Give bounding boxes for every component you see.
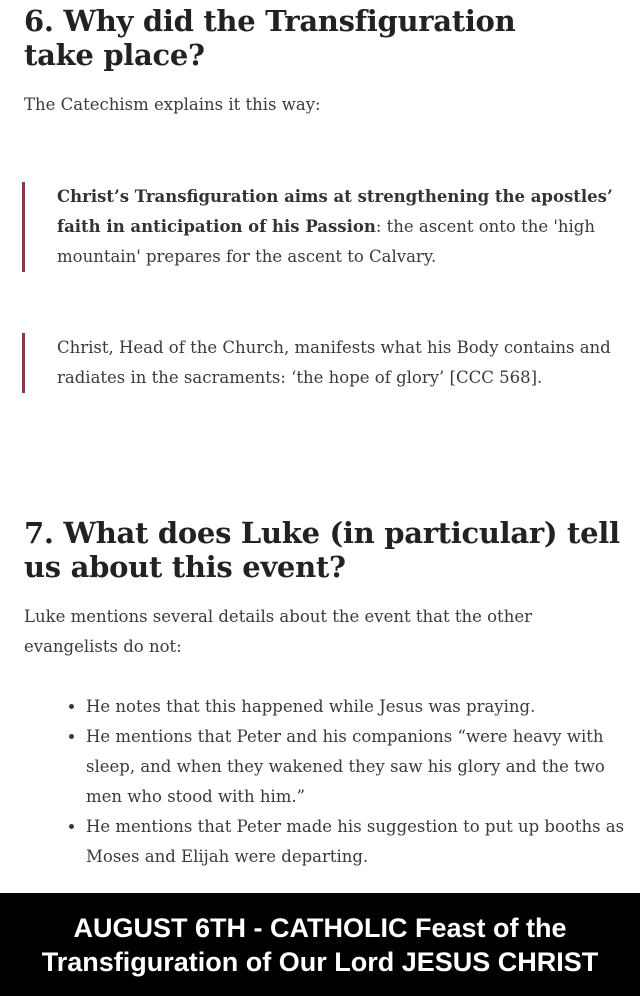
banner-line-1: AUGUST 6TH - CATHOLIC Feast of the [73, 912, 567, 943]
list-item: • He notes that this happened while Jesus was praying. [86, 692, 626, 722]
banner-line-2: Transfiguration of Our Lord JESUS CHRIST [41, 946, 599, 977]
section-6-heading: 6. Why did the Transfiguration take place? [24, 4, 516, 72]
section-7-intro: Luke mentions several details about the event that the other evangelists do not: [24, 607, 532, 656]
catechism-quote-2: Christ, Head of the Church, manifests what his Body contains and radiates in the sacraments: ‘the hope of glory’ [CCC 568]. [22, 333, 617, 393]
quote-1-bold: Christ’s Transfiguration aims at strengthening the apostles’ faith in anticipation of his Passion [57, 187, 613, 236]
luke-details-list [60, 692, 626, 872]
caption-banner [0, 893, 640, 996]
section-6-intro: The Catechism explains it this way: [24, 95, 321, 114]
list-item: • He mentions that Peter and his companions “were heavy with sleep, and when they wakened they saw his glory and the two men who stood with him.” [86, 722, 626, 812]
catechism-quote-1 [22, 182, 617, 272]
section-7-heading: 7. What does Luke (in particular) tell us about this event? [24, 516, 620, 584]
quote-1-rest: : the ascent onto the 'high mountain' prepares for the ascent to Calvary. [57, 217, 595, 266]
list-item: • He mentions that Peter made his suggestion to put up booths as Moses and Elijah were departing. [86, 812, 626, 872]
